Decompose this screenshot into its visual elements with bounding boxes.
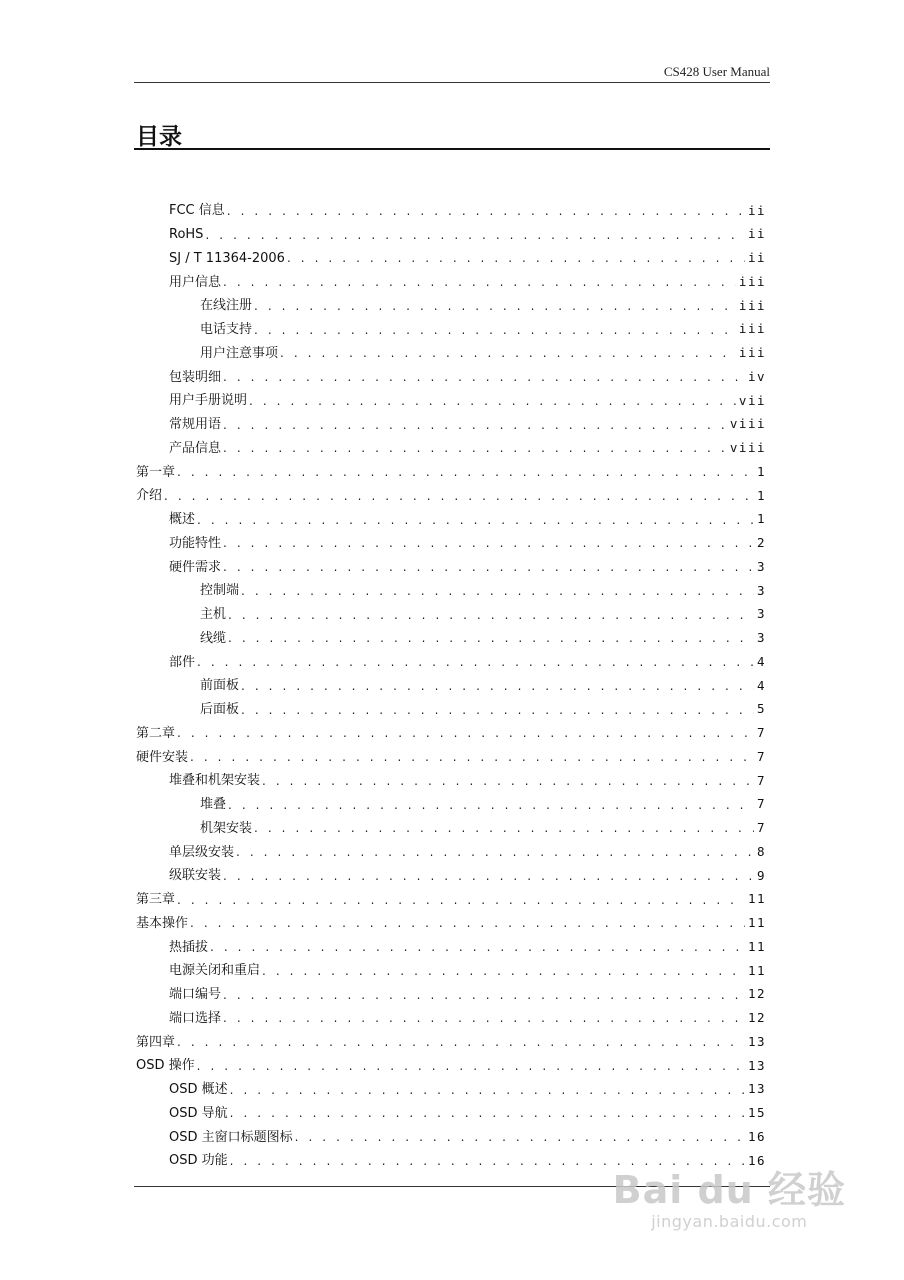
toc-dot-leader <box>177 894 745 906</box>
toc-entry-label: 用户信息 <box>169 274 222 290</box>
toc-entry-page: 11 <box>745 917 766 930</box>
toc-entry-page: iii <box>736 323 766 336</box>
toc-entry-page: 2 <box>754 537 766 550</box>
toc-entry[interactable] <box>134 674 766 698</box>
toc-entry[interactable] <box>134 437 766 461</box>
toc-dot-leader <box>223 371 745 383</box>
toc-entry-label: 介绍 <box>136 488 163 504</box>
toc-entry-page: 4 <box>754 656 766 669</box>
toc-entry[interactable] <box>134 793 766 817</box>
toc-entry-page: viii <box>727 418 766 431</box>
toc-entry-page: 3 <box>754 585 766 598</box>
toc-entry[interactable] <box>134 959 766 983</box>
toc-entry[interactable] <box>134 650 766 674</box>
toc-entry-label: 常规用语 <box>169 417 222 433</box>
toc-dot-leader <box>230 1155 745 1167</box>
watermark-logo: Bai du 经验 <box>612 1168 846 1212</box>
toc-entry-label: 第三章 <box>136 892 176 908</box>
toc-entry-page: ii <box>745 228 766 241</box>
toc-entry-label: 端口编号 <box>169 987 222 1003</box>
toc-entry-label: 硬件安装 <box>136 749 189 765</box>
toc-entry-label: OSD 概述 <box>169 1082 228 1098</box>
toc-dot-leader <box>241 680 754 692</box>
toc-entry-page: 13 <box>745 1083 766 1096</box>
toc-entry[interactable] <box>134 294 766 318</box>
toc-entry-label: 机架安装 <box>200 820 253 836</box>
toc-dot-leader <box>254 822 754 834</box>
toc-entry[interactable] <box>134 817 766 841</box>
toc-entry-label: 硬件需求 <box>169 559 222 575</box>
toc-dot-leader <box>205 229 745 241</box>
toc-entry-page: 12 <box>745 1012 766 1025</box>
toc-entry-label: 功能特性 <box>169 535 222 551</box>
toc-dot-leader <box>241 704 754 716</box>
toc-entry-label: 基本操作 <box>136 915 189 931</box>
toc-entry-label: 后面板 <box>200 702 240 718</box>
toc-entry[interactable] <box>134 1054 766 1078</box>
toc-entry-page: 1 <box>754 490 766 503</box>
toc-entry-label: 电话支持 <box>200 322 253 338</box>
toc-entry-page: 7 <box>754 727 766 740</box>
toc-entry-page: 7 <box>754 822 766 835</box>
toc-entry[interactable] <box>134 627 766 651</box>
toc-entry[interactable] <box>134 460 766 484</box>
toc-entry-label: 端口选择 <box>169 1010 222 1026</box>
toc-entry[interactable] <box>134 508 766 532</box>
toc-entry-label: 用户手册说明 <box>169 393 248 409</box>
toc-dot-leader <box>223 870 754 882</box>
toc-entry-label: OSD 功能 <box>169 1153 228 1169</box>
toc-entry-page: 13 <box>745 1036 766 1049</box>
toc-dot-leader <box>236 846 754 858</box>
toc-entry-label: 热插拔 <box>169 939 209 955</box>
toc-dot-leader <box>197 514 754 526</box>
toc-entry-page: ii <box>745 252 766 265</box>
toc-entry-label: 概述 <box>169 512 196 528</box>
toc-dot-leader <box>164 490 754 502</box>
toc-entry[interactable] <box>134 1102 766 1126</box>
toc-dot-leader <box>223 276 736 288</box>
toc-entry[interactable] <box>134 1007 766 1031</box>
toc-entry[interactable] <box>134 935 766 959</box>
toc-dot-leader <box>197 656 754 668</box>
toc-dot-leader <box>223 537 754 549</box>
toc-entry-label: 堆叠和机架安装 <box>169 773 261 789</box>
header-divider <box>134 82 770 83</box>
toc-dot-leader <box>190 751 754 763</box>
toc-dot-leader <box>177 466 754 478</box>
toc-dot-leader <box>223 419 727 431</box>
toc-entry-label: SJ / T 11364-2006 <box>169 250 285 266</box>
toc-dot-leader <box>177 727 754 739</box>
toc-entry-page: 3 <box>754 561 766 574</box>
toc-dot-leader <box>280 347 736 359</box>
toc-entry-page: 3 <box>754 608 766 621</box>
toc-entry-label: 包装明细 <box>169 369 222 385</box>
toc-entry[interactable] <box>134 413 766 437</box>
toc-entry-page: 16 <box>745 1155 766 1168</box>
watermark-url: jingyan.baidu.com <box>651 1212 808 1231</box>
toc-entry-page: 1 <box>754 466 766 479</box>
toc-entry-page: 3 <box>754 632 766 645</box>
toc-dot-leader <box>227 205 745 217</box>
toc-dot-leader <box>223 1012 745 1024</box>
toc-entry[interactable] <box>134 698 766 722</box>
toc-dot-leader <box>254 324 736 336</box>
toc-entry-label: OSD 导航 <box>169 1105 228 1121</box>
toc-dot-leader <box>230 1107 745 1119</box>
toc-dot-leader <box>197 1060 745 1072</box>
toc-entry-label: 用户注意事项 <box>200 345 279 361</box>
toc-entry[interactable] <box>134 1030 766 1054</box>
toc-entry[interactable] <box>134 223 766 247</box>
toc-entry[interactable] <box>134 983 766 1007</box>
toc-entry-label: 部件 <box>169 654 196 670</box>
toc-dot-leader <box>210 941 745 953</box>
toc-entry-label: RoHS <box>169 227 204 243</box>
toc-entry-page: 12 <box>745 988 766 1001</box>
toc-entry-page: 11 <box>745 893 766 906</box>
toc-entry-page: iii <box>736 276 766 289</box>
toc-dot-leader <box>254 300 736 312</box>
toc-entry[interactable] <box>134 840 766 864</box>
toc-entry-page: 9 <box>754 870 766 883</box>
toc-entry-page: 4 <box>754 680 766 693</box>
toc-entry[interactable] <box>134 270 766 294</box>
toc-entry[interactable] <box>134 532 766 556</box>
toc-dot-leader <box>177 1036 745 1048</box>
toc-dot-leader <box>228 632 754 644</box>
toc-entry-label: 第四章 <box>136 1034 176 1050</box>
toc-entry[interactable] <box>134 199 766 223</box>
toc-entry[interactable] <box>134 864 766 888</box>
toc-entry[interactable] <box>134 888 766 912</box>
toc-entry-label: 电源关闭和重启 <box>169 963 261 979</box>
toc-entry[interactable] <box>134 579 766 603</box>
toc-dot-leader <box>249 395 736 407</box>
toc-entry[interactable] <box>134 1078 766 1102</box>
toc-entry[interactable] <box>134 769 766 793</box>
toc-entry-label: 主机 <box>200 607 227 623</box>
toc-dot-leader <box>223 442 727 454</box>
toc-entry-label: FCC 信息 <box>169 203 225 219</box>
toc-entry-label: 单层级安装 <box>169 844 235 860</box>
toc-entry-page: iii <box>736 300 766 313</box>
running-header: CS428 User Manual <box>663 64 770 79</box>
toc-entry-page: 5 <box>754 703 766 716</box>
page-title: 目录 <box>136 124 182 150</box>
toc-entry[interactable] <box>134 342 766 366</box>
toc-entry-page: viii <box>727 442 766 455</box>
toc-entry-label: 控制端 <box>200 583 240 599</box>
toc-dot-leader <box>262 775 754 787</box>
toc-dot-leader <box>230 1084 745 1096</box>
toc-entry-page: 7 <box>754 751 766 764</box>
toc-dot-leader <box>190 917 745 929</box>
toc-entry-page: vii <box>736 395 766 408</box>
toc-dot-leader <box>228 799 754 811</box>
toc-entry-page: 1 <box>754 513 766 526</box>
toc-dot-leader <box>223 989 745 1001</box>
baidu-watermark <box>613 1168 846 1231</box>
toc-entry-label: OSD 操作 <box>136 1058 195 1074</box>
toc-entry[interactable] <box>134 912 766 936</box>
toc-entry[interactable] <box>134 247 766 271</box>
toc-entry-page: 15 <box>745 1107 766 1120</box>
toc-entry[interactable] <box>134 389 766 413</box>
toc-entry-page: iii <box>736 347 766 360</box>
toc-entry[interactable] <box>134 745 766 769</box>
table-of-contents <box>134 199 766 1173</box>
toc-entry[interactable] <box>134 603 766 627</box>
toc-entry-page: 11 <box>745 965 766 978</box>
toc-entry[interactable] <box>134 484 766 508</box>
toc-entry-page: 7 <box>754 798 766 811</box>
toc-dot-leader <box>228 609 754 621</box>
toc-dot-leader <box>287 252 745 264</box>
toc-entry[interactable] <box>134 365 766 389</box>
toc-dot-leader <box>295 1131 745 1143</box>
toc-entry-page: 11 <box>745 941 766 954</box>
toc-entry-label: 前面板 <box>200 678 240 694</box>
toc-entry[interactable] <box>134 555 766 579</box>
toc-entry-page: 13 <box>745 1060 766 1073</box>
toc-entry-label: 线缆 <box>200 630 227 646</box>
toc-entry-page: 8 <box>754 846 766 859</box>
toc-entry-page: 16 <box>745 1131 766 1144</box>
toc-dot-leader <box>262 965 745 977</box>
toc-entry-label: 第二章 <box>136 725 176 741</box>
toc-entry[interactable] <box>134 1125 766 1149</box>
toc-entry-label: 产品信息 <box>169 440 222 456</box>
toc-dot-leader <box>241 585 754 597</box>
toc-entry-label: 级联安装 <box>169 868 222 884</box>
toc-entry-page: 7 <box>754 775 766 788</box>
toc-entry-page: iv <box>745 371 766 384</box>
toc-entry-label: 第一章 <box>136 464 176 480</box>
toc-entry-page: ii <box>745 205 766 218</box>
toc-entry-label: 堆叠 <box>200 797 227 813</box>
title-divider <box>134 148 770 150</box>
toc-entry-label: OSD 主窗口标题图标 <box>169 1129 293 1145</box>
toc-dot-leader <box>223 561 754 573</box>
toc-entry[interactable] <box>134 722 766 746</box>
toc-entry[interactable] <box>134 318 766 342</box>
toc-entry-label: 在线注册 <box>200 298 253 314</box>
